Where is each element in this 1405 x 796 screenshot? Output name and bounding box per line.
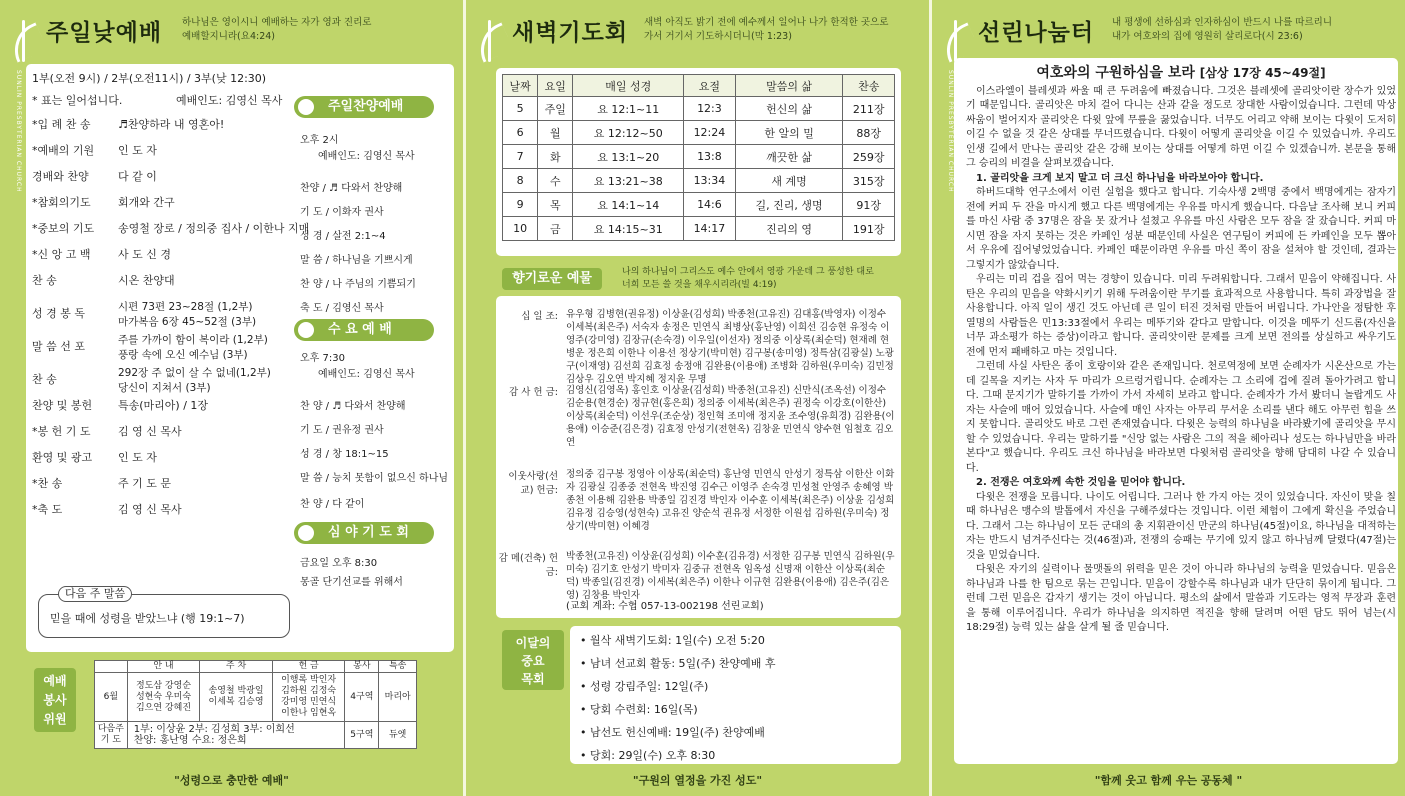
schedule-header-cell: 요일 bbox=[538, 75, 573, 97]
bible-schedule-card bbox=[496, 68, 901, 256]
schedule-header-cell: 말씀의 삶 bbox=[735, 75, 843, 97]
church-icon bbox=[298, 525, 314, 541]
church-icon bbox=[298, 99, 314, 115]
order-value: 송영철 장로 / 정의중 집사 / 이한나 지매 bbox=[118, 222, 310, 235]
panel-verse: 내 평생에 선하심과 인자하심이 반드시 나를 따르리니 내가 여호와의 집에 영원히 살리로다(시 23:6) bbox=[1112, 17, 1333, 42]
service-line: 성 경 / 창 18:1~15 bbox=[300, 449, 389, 460]
bible-schedule-table bbox=[502, 74, 895, 241]
sermon-body bbox=[966, 85, 1396, 636]
worship-order-card bbox=[26, 64, 454, 652]
order-value: 김 영 신 목사 bbox=[118, 425, 182, 438]
offering-names: 유우형 김병현(권유정) 이상윤(김성희) 박종천(고유진) 김대홍(박영자) 이정수 이세복(최은주) 서숙자 송정은 민연식 최병상(홍난영) 이희선 김승현 유정숙 이영주(강미영) 김장규(손숙경) 이우일(이선자) 정의중 이상록(최순덕) 현재례 현병운 정은희 이한나 이용선 정상기(박미현) 김구봉(송미영) 정특삼(김광실) 노광구(이재영) 김선희 김효정 송정애 김완용(이용애) 조병화 김하원(우미숙) 김민정 김상우 김오연 박지혜 정지윤 무명 bbox=[566, 309, 894, 385]
schedule-cell: 13:34 bbox=[684, 169, 736, 193]
service-line: 예배인도: 김영신 목사 bbox=[318, 369, 415, 380]
sermon-paragraph: 우리는 미리 겁을 집어 먹는 경향이 있습니다. 미리 두려워합니다. 그래서 믿음이 약해집니다. 사탄은 우리의 믿음을 약화시키기 위해 두려움이란 무기를 효과적으로 사용합니다. 특히 과장법을 잘 사용합니다. 아직 일이 생긴 것도 아닌데 큰 일이 터진 것처럼 만들어 버립니다. 가나안을 정탐한 후 열명의 사람들은 민13:33절에서 우리는 메뚜기와 같다고 말합니다. 이것을 메뚜기 신드롬(자신을 너무 과소평가 하는 증상)이라고 합니다. 골리앗이란 문제를 크게 보면 전의를 상실하고 싸우기도 전에 먼저 패배하고 마는 것입니다. bbox=[966, 274, 1396, 358]
panel-title: 주일낮예배 bbox=[46, 20, 163, 46]
offering-card bbox=[496, 296, 901, 618]
panel-header bbox=[932, 0, 1405, 62]
offering-tag: 향기로운 예물 bbox=[502, 268, 602, 290]
order-value: 김 영 신 목사 bbox=[118, 503, 182, 516]
order-value: 인 도 자 bbox=[118, 451, 157, 464]
news-item: • 남선도 헌신예배: 19일(주) 찬양예배 bbox=[580, 726, 765, 739]
offering-type: 감 메(건축) 헌금: bbox=[498, 553, 558, 578]
news-item: • 남녀 선교회 활동: 5일(주) 찬양예배 후 bbox=[580, 657, 776, 670]
bank-account: (교회 계좌: 수협 057-13-002198 선린교회) bbox=[566, 601, 764, 612]
service-line: 찬양 / ♬ 다와서 찬양해 bbox=[300, 183, 403, 194]
schedule-cell: 새 계명 bbox=[735, 169, 843, 193]
order-value: 주 기 도 문 bbox=[118, 477, 171, 490]
schedule-cell: 헌신의 삶 bbox=[735, 97, 843, 121]
order-value: 마가복음 6장 45~52절 (3부) bbox=[118, 316, 257, 328]
cross-icon bbox=[8, 20, 44, 62]
service-line: 축 도 / 김영신 목사 bbox=[300, 303, 384, 314]
service-line: 찬 양 / 나 주님의 기쁨되기 bbox=[300, 279, 416, 290]
offering-names: 박종천(고유진) 이상윤(김성희) 이수훈(김유경) 서정한 김구봉 민연식 김하원(우미숙) 김기호 안성기 박미자 김중규 전현옥 임옥성 신명재 이한산 이상록(최순덕) 박종일(김진경) 이세복(최은주) 이한나 이규현 김완용(이용애) 김은주(김은영) 김창용 박인자 bbox=[566, 551, 895, 601]
service-line: 오후 2시 bbox=[300, 135, 339, 146]
schedule-cell: 12:24 bbox=[684, 121, 736, 145]
service-line: 찬 양 / 다 같이 bbox=[300, 499, 365, 510]
duty-cell: 정도삼 강영순 성현숙 우미숙 김으연 강혜진 bbox=[127, 673, 200, 722]
schedule-cell: 7 bbox=[503, 145, 538, 169]
afternoon-service-title: 주일찬양예배 bbox=[294, 96, 434, 118]
sharing-panel bbox=[932, 0, 1405, 796]
order-value: 주를 가까이 함이 복이라 (1,2부) bbox=[118, 334, 268, 346]
schedule-cell: 금 bbox=[538, 217, 573, 241]
schedule-cell: 315장 bbox=[843, 169, 895, 193]
duty-cell: 듀엣 bbox=[379, 722, 417, 749]
order-value: 당신이 지쳐서 (3부) bbox=[118, 382, 211, 394]
schedule-cell: 화 bbox=[538, 145, 573, 169]
duty-cell: 이행록 박인자 김하원 김정숙 강미영 민연식 이한나 임현옥 bbox=[272, 673, 345, 722]
sermon-heading: 2. 전쟁은 여호와께 속한 것임을 믿어야 합니다. bbox=[976, 477, 1186, 488]
news-tag: 이달의 중요 목회 bbox=[502, 630, 564, 690]
church-icon bbox=[298, 322, 314, 338]
duty-header-cell: 봉사 bbox=[345, 661, 379, 673]
duty-header-row bbox=[95, 661, 417, 673]
order-label: 경배와 찬양 bbox=[32, 170, 89, 183]
schedule-cell: 길, 진리, 생명 bbox=[735, 193, 843, 217]
schedule-cell: 5 bbox=[503, 97, 538, 121]
order-label: 찬양 및 봉헌 bbox=[32, 399, 93, 412]
offering-names: 김영신(김영옥) 홍인호 이상윤(김성희) 박종천(고유진) 신만식(조옥선) 이정수 김순용(현경순) 정규현(홍은희) 정의중 이세복(최은주) 권정숙 이강호(이한산) 이상록(최순덕) 이선우(조순상) 정인혁 조미애 정지윤 조수영(유희경) 김완용(이용애) 이승준(김은경) 김효정 안성기(전현옥) 김창윤 민연식 양수현 임철호 김오연 bbox=[566, 385, 895, 448]
order-value: 사 도 신 경 bbox=[118, 248, 171, 261]
panel-footer: "함께 웃고 함께 우는 공동체 " bbox=[1094, 774, 1243, 787]
order-value: 회개와 간구 bbox=[118, 196, 175, 209]
schedule-header-row bbox=[503, 75, 895, 97]
schedule-row bbox=[503, 97, 895, 121]
church-name-vertical: SUNLIN PRESBYTERIAN CHURCH bbox=[947, 70, 954, 193]
order-label: *봉 헌 기 도 bbox=[32, 425, 91, 438]
order-label: *입 례 찬 송 bbox=[32, 118, 91, 131]
sermon-paragraph: 이스라엘이 블레셋과 싸울 때 큰 두려움에 빠졌습니다. 그것은 블레셋에 골리앗이란 장수가 있었기 때문입니다. 골리앗은 마치 걸어 다니는 산과 같을 정도로 장대한 사람이었습니다. 그런데 막상 싸움이 벌어지자 골리앗은 다윗 앞에 무릎을 꿇었습니다. 너무도 어리고 약해 보이는 다윗이 도저히 이길 수 없을 것 같은 상대를 무너뜨렸습니다. 다윗이 어떻게 골리앗을 이길 수 있었습니까. 우리도 인생 길에서 만나는 골리앗 같은 강해 보이는 상대를 어떻게 하면 이길 수 있겠습니까. 본문을 통해 그 승리의 비결을 살펴보겠습니다. bbox=[966, 85, 1396, 169]
order-label: 성 경 봉 독 bbox=[32, 307, 85, 320]
schedule-cell: 수 bbox=[538, 169, 573, 193]
schedule-header-cell: 찬송 bbox=[843, 75, 895, 97]
schedule-row bbox=[503, 217, 895, 241]
schedule-cell: 요 13:21~38 bbox=[573, 169, 684, 193]
duty-header-cell: 헌 금 bbox=[272, 661, 345, 673]
schedule-cell: 8 bbox=[503, 169, 538, 193]
news-item: • 당회: 29일(수) 오후 8:30 bbox=[580, 749, 716, 762]
service-line: 기 도 / 이화자 권사 bbox=[300, 207, 384, 218]
panel-title: 새벽기도회 bbox=[512, 20, 629, 46]
schedule-header-cell: 매일 성경 bbox=[573, 75, 684, 97]
next-week-title: 다음 주 말씀 bbox=[58, 586, 132, 602]
news-card bbox=[570, 626, 901, 764]
order-value: 인 도 자 bbox=[118, 144, 157, 157]
duty-cell: 5구역 bbox=[345, 722, 379, 749]
night-prayer-title: 심 야 기 도 회 bbox=[294, 522, 434, 544]
duty-row bbox=[95, 673, 417, 722]
sermon-article bbox=[966, 66, 1396, 636]
schedule-row bbox=[503, 145, 895, 169]
church-name-vertical: SUNLIN PRESBYTERIAN CHURCH bbox=[15, 70, 22, 193]
order-value: ♬찬양하라 내 영혼아! bbox=[118, 118, 225, 131]
order-label: *참회의기도 bbox=[32, 196, 91, 209]
schedule-cell: 요 13:1~20 bbox=[573, 145, 684, 169]
news-item: • 당회 수련회: 16일(목) bbox=[580, 703, 698, 716]
order-label: *축 도 bbox=[32, 503, 63, 516]
duty-cell: 6월 bbox=[95, 673, 128, 722]
schedule-row bbox=[503, 169, 895, 193]
order-value: 풍랑 속에 오신 예수님 (3부) bbox=[118, 349, 248, 361]
service-line: 예배인도: 김영신 목사 bbox=[318, 151, 415, 162]
schedule-cell: 요 12:12~50 bbox=[573, 121, 684, 145]
schedule-cell: 10 bbox=[503, 217, 538, 241]
schedule-row bbox=[503, 193, 895, 217]
schedule-cell: 목 bbox=[538, 193, 573, 217]
schedule-cell: 14:17 bbox=[684, 217, 736, 241]
duty-cell bbox=[127, 722, 345, 749]
panel-verse: 하나님은 영이시니 예배하는 자가 영과 진리로 예배할지니라(요4:24) bbox=[182, 17, 372, 42]
news-item: • 월삭 새벽기도회: 1일(수) 오전 5:20 bbox=[580, 634, 765, 647]
sermon-paragraph: 다윗은 자기의 실력이나 물맷돌의 위력을 믿은 것이 아니라 하나님의 능력을 믿었습니다. 믿음은 하나님과 나를 한 팀으로 묶는 끈입니다. 믿음이 강할수록 하나님과 내가 단단히 묶이게 됩니다. 그런데 그런 믿음은 갑자기 생기는 것이 아닙니다. 평소의 삶에서 말씀과 기도라는 영적 무장과 훈련을 통해 이루어집니다. 우리가 하나님을 의지하면 적진을 향해 달려며 어떤 담도 뛰어 넘는(시18:29절) 능력 있는 삶을 살게 될 줄 믿습니다. bbox=[966, 564, 1396, 633]
duty-cell: 다음주 기 도 bbox=[95, 722, 128, 749]
order-label: 말 씀 선 포 bbox=[32, 340, 85, 353]
sermon-card bbox=[954, 58, 1398, 764]
duty-table bbox=[94, 660, 417, 749]
schedule-cell: 12:3 bbox=[684, 97, 736, 121]
schedule-cell: 91장 bbox=[843, 193, 895, 217]
sermon-title: 여호와의 구원하심을 보라 [삼상 17장 45~49절] bbox=[1036, 65, 1326, 81]
schedule-cell: 깨끗한 삶 bbox=[735, 145, 843, 169]
service-line: 찬 양 / ♬ 다와서 찬양해 bbox=[300, 401, 406, 412]
order-value: 특송(마리아) / 1장 bbox=[118, 399, 209, 412]
service-line: 말 씀 / 능치 못함이 없으신 하나님 bbox=[300, 473, 449, 484]
schedule-cell: 259장 bbox=[843, 145, 895, 169]
offering-type: 이웃사랑(선교) 헌금: bbox=[508, 471, 558, 496]
schedule-cell: 요 12:1~11 bbox=[573, 97, 684, 121]
news-list bbox=[580, 632, 891, 770]
schedule-cell: 9 bbox=[503, 193, 538, 217]
schedule-header-cell: 요절 bbox=[684, 75, 736, 97]
schedule-cell: 진리의 영 bbox=[735, 217, 843, 241]
order-value: 292장 주 없이 살 수 없네(1,2부) bbox=[118, 367, 271, 379]
service-line: 성 경 / 살전 2:1~4 bbox=[300, 231, 386, 242]
service-line: 오후 7:30 bbox=[300, 353, 345, 364]
order-label: 찬 송 bbox=[32, 274, 57, 287]
offering-type: 십 일 조: bbox=[521, 311, 558, 322]
panel-footer: "구원의 열정을 가진 성도" bbox=[632, 774, 763, 787]
panel-verse: 새벽 아직도 밝기 전에 예수께서 일어나 나가 한적한 곳으로 가서 거기서 기도하시더니(막 1:23) bbox=[644, 17, 889, 42]
worship-panel bbox=[0, 0, 463, 796]
order-value: 다 같 이 bbox=[118, 170, 157, 183]
schedule-cell: 211장 bbox=[843, 97, 895, 121]
duty-cell: 마리아 bbox=[379, 673, 417, 722]
schedule-cell: 요 14:1~14 bbox=[573, 193, 684, 217]
order-label: *찬 송 bbox=[32, 477, 63, 490]
stand-note: * 표는 일어섭니다. bbox=[32, 94, 123, 107]
dawn-prayer-panel bbox=[466, 0, 929, 796]
service-times: 1부(오전 9시) / 2부(오전11시) / 3부(낮 12:30) bbox=[32, 72, 267, 85]
order-label: 찬 송 bbox=[32, 373, 57, 386]
leader: 예배인도: 김영신 목사 bbox=[176, 94, 283, 107]
duty-tag: 예배 봉사 위원 bbox=[34, 668, 76, 732]
schedule-cell: 6 bbox=[503, 121, 538, 145]
panel-header bbox=[466, 0, 929, 62]
order-label: 환영 및 광고 bbox=[32, 451, 93, 464]
schedule-cell: 88장 bbox=[843, 121, 895, 145]
schedule-header-cell: 날짜 bbox=[503, 75, 538, 97]
schedule-cell: 월 bbox=[538, 121, 573, 145]
night-prayer-topic: 몽골 단기선교를 위해서 bbox=[300, 577, 403, 588]
wednesday-service-title: 수 요 예 배 bbox=[294, 319, 434, 341]
cross-icon bbox=[940, 20, 976, 62]
order-value: 시온 찬양대 bbox=[118, 274, 175, 287]
sermon-heading: 1. 골리앗을 크게 보지 말고 더 크신 하나님을 바라보아야 합니다. bbox=[976, 172, 1264, 184]
schedule-cell: 13:8 bbox=[684, 145, 736, 169]
offering-type: 감 사 헌 금: bbox=[509, 387, 558, 398]
panel-footer: "성령으로 충만한 예배" bbox=[174, 774, 289, 787]
prayer-line: 1부: 이상윤 2부: 김성희 3부: 이희선 bbox=[133, 724, 295, 735]
duty-header-cell: 안 내 bbox=[127, 661, 200, 673]
news-item: • 성령 강림주일: 12일(주) bbox=[580, 680, 709, 693]
offering-verse: 나의 하나님이 그리스도 예수 안에서 영광 가운데 그 풍성한 대로 너희 모든 쓸 것을 채우시리라(빌 4:19) bbox=[622, 267, 874, 290]
order-label: *신 앙 고 백 bbox=[32, 248, 91, 261]
service-line: 말 씀 / 하나님을 기쁘시게 bbox=[300, 255, 413, 266]
night-prayer-time: 금요일 오후 8:30 bbox=[300, 558, 378, 569]
cross-icon bbox=[474, 20, 510, 62]
duty-header-cell: 특송 bbox=[379, 661, 417, 673]
panel-header bbox=[0, 0, 463, 62]
duty-cell: 송영철 박광일 이세복 김승영 bbox=[200, 673, 273, 722]
schedule-cell: 요 14:15~31 bbox=[573, 217, 684, 241]
sermon-paragraph: 그런데 사실 사탄은 종이 호랑이와 같은 존재입니다. 천로역정에 보면 순례자가 시온산으로 가는데 길목을 지키는 사자 두 마리가 으르렁거립니다. 순례자는 그 소리에 겁에 질려 돌아가려고 합니다. 그때 문지기가 말하기를 가까이 가서 자세히 보라고 합니다. 순례자가 가서 봤더니 놀랍게도 사자는 사슬에 매어 있었습니다. 사슬에 매인 사자는 아무리 무서운 소리를 낸다 해도 아무런 힘을 쓰지 못합니다. 골리앗도 바로 그런 존재였습니다. 다윗은 능력의 하나님을 바라봤기에 골리앗을 무시할 수 있었습니다. 우리는 말하기를 "신앙 없는 사람은 그의 적을 헤아리나 성도는 하나님만을 바라본다"고 했습니다. 우리도 크신 하나님을 바라보면 다윗처럼 골리앗을 향해 담대히 나갈 수 있습니다. bbox=[966, 361, 1396, 474]
schedule-cell: 191장 bbox=[843, 217, 895, 241]
order-label: *중보의 기도 bbox=[32, 222, 95, 235]
praise-line: 찬양: 홍난영 수요: 정은희 bbox=[133, 735, 247, 746]
duty-header-cell bbox=[95, 661, 128, 673]
offering-names: 정의중 김구봉 정영아 이상록(최순덕) 홍난영 민연식 안성기 정특삼 이한산 이화자 김광실 김종중 전현옥 박진영 김수근 이영주 손숙경 민성철 안영주 송혜영 박종천 이용해 김완용 박종일 김진경 박인자 이수훈 이세복(최은주) 이상윤 김성희 김유정 김승영(성현숙) 고유진 양순석 권유정 서정한 이원섭 김하원(우미숙) 정상기(박미현) 이혜경 bbox=[566, 469, 895, 532]
schedule-cell: 14:6 bbox=[684, 193, 736, 217]
order-value: 시편 73편 23~28절 (1,2부) bbox=[118, 301, 253, 313]
panel-title: 선린나눔터 bbox=[978, 20, 1095, 46]
schedule-row bbox=[503, 121, 895, 145]
duty-header-cell: 주 차 bbox=[200, 661, 273, 673]
sermon-paragraph: 다윗은 전쟁을 모릅니다. 나이도 어립니다. 그러나 한 가지 아는 것이 있었습니다. 자신이 맞을 칠 때 하나님은 맹수의 발톱에서 자신을 구해주셨다는 것입니다. 이런 체험이 그에게 확신을 주었습니다. 그래서 그는 하나님이 모든 군대의 총 지휘관이신 만군의 하나님(45절)이요, 하나님을 대적하는 자는 반드시 넘겨주신다는 것(46절)과, 전쟁의 승패는 무기에 있지 않고 하나님께 달렸다(47절)는 것을 믿었습니다. bbox=[966, 491, 1396, 561]
next-week-text: 믿을 때에 성령을 받았느냐 (행 19:1~7) bbox=[50, 612, 245, 625]
sermon-paragraph: 하버드대학 연구소에서 이런 실험을 했다고 합니다. 기숙사생 2백명 중에서 백명에게는 잠자기 전에 커피 두 잔을 마시게 했고 다른 백명에게는 우유를 마시게 했습니다. 다음날 조사해 보니 커피를 마신 사람 중 37명은 잠을 못 잤거나 설쳤고 우유를 마신 사람은 모두 잠을 잘 잤습니다. 커피 마시면 잠을 자지 못하는 것은 카페인 성분 때문인데 사실은 연구팀이 커피에 든 카페인을 모두 뽑아서 우유에 집어넣었었습니다. 카페인 때문이라면 우유를 마신 쪽이 잠을 설쳐야 할 것인데, 결과는 그렇지가 않았습니다. bbox=[966, 187, 1396, 271]
schedule-cell: 한 알의 밀 bbox=[735, 121, 843, 145]
duty-next-row bbox=[95, 722, 417, 749]
duty-cell: 4구역 bbox=[345, 673, 379, 722]
order-label: *예배의 기원 bbox=[32, 144, 95, 157]
service-line: 기 도 / 권유정 권사 bbox=[300, 425, 384, 436]
schedule-cell: 주일 bbox=[538, 97, 573, 121]
